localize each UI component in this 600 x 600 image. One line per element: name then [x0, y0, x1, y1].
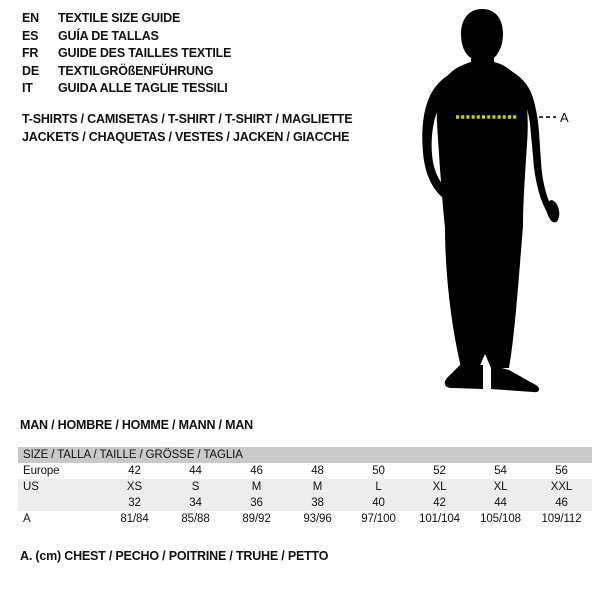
language-row-de	[22, 63, 231, 81]
size-cell: 36	[250, 497, 263, 509]
size-cell: XL	[432, 481, 447, 493]
size-cell: 44	[494, 497, 507, 509]
table-row-us	[18, 479, 592, 495]
language-code: FR	[22, 46, 39, 60]
size-cell: XS	[126, 481, 143, 493]
size-cell: XXL	[550, 481, 573, 493]
row-label: A	[23, 513, 31, 525]
size-cell: S	[191, 481, 200, 493]
language-code: DE	[22, 63, 39, 78]
size-cell: 85/88	[181, 513, 210, 525]
language-row-es	[22, 28, 231, 46]
row-label	[18, 495, 104, 511]
size-cell: 42	[128, 465, 141, 477]
language-guide-list	[22, 10, 231, 98]
language-guide-title: TEXTILE SIZE GUIDE	[58, 11, 181, 25]
language-guide-title: GUÍA DE TALLAS	[58, 28, 159, 43]
category-tshirts: T-SHIRTS / CAMISETAS / T-SHIRT / T-SHIRT / MAGLIETTE	[22, 112, 353, 126]
table-row-europe	[18, 463, 592, 479]
size-cell: 81/84	[120, 513, 149, 525]
size-cell: 48	[311, 465, 324, 477]
size-cell: 34	[189, 497, 202, 509]
size-cell: 38	[311, 497, 324, 509]
size-cell: M	[251, 481, 262, 493]
size-cell: 105/108	[480, 513, 521, 525]
size-cell: 54	[494, 465, 507, 477]
measurement-footnote: A. (cm) CHEST / PECHO / POITRINE / TRUHE / PETTO	[20, 549, 329, 563]
garment-categories	[22, 110, 352, 146]
language-row-it	[22, 80, 231, 98]
language-row-fr	[22, 45, 231, 63]
size-cell: 56	[555, 465, 568, 477]
measure-label-a: A	[560, 110, 569, 125]
size-cell: 42	[433, 497, 446, 509]
size-cell: 40	[372, 497, 385, 509]
size-cell: 52	[433, 465, 446, 477]
language-guide-title: GUIDA ALLE TAGLIE TESSILI	[58, 81, 228, 95]
size-cell: 46	[555, 497, 568, 509]
size-cell: 46	[250, 465, 263, 477]
size-table-header: SIZE / TALLA / TAILLE / GRÖSSE / TAGLIA	[18, 447, 592, 463]
size-cell: 50	[372, 465, 385, 477]
size-cell: 44	[189, 465, 202, 477]
size-cell: L	[375, 481, 382, 493]
size-table	[18, 447, 592, 527]
table-row-chest-cm	[18, 511, 592, 527]
man-silhouette-figure	[405, 4, 580, 396]
size-cell: XL	[493, 481, 508, 493]
size-cell: 32	[128, 497, 141, 509]
size-cell: M	[312, 481, 323, 493]
language-code: EN	[22, 11, 39, 25]
language-guide-title: GUIDE DES TAILLES TEXTILE	[58, 46, 232, 60]
language-code: IT	[22, 81, 33, 95]
section-title-man: MAN / HOMBRE / HOMME / MANN / MAN	[20, 418, 253, 432]
size-cell: 89/92	[242, 513, 271, 525]
language-guide-title: TEXTILGRÖßENFÜHRUNG	[58, 63, 214, 78]
size-cell: 97/100	[361, 513, 396, 525]
language-code: ES	[22, 28, 39, 43]
size-cell: 109/112	[541, 513, 582, 525]
man-silhouette	[422, 9, 561, 392]
table-row-numeric	[18, 495, 592, 511]
size-cell: 101/104	[419, 513, 460, 525]
category-jackets: JACKETS / CHAQUETAS / VESTES / JACKEN / GIACCHE	[22, 130, 350, 144]
size-cell: 93/96	[303, 513, 332, 525]
row-label: US	[23, 481, 39, 493]
language-row-en	[22, 10, 231, 28]
row-label: Europe	[23, 465, 60, 477]
